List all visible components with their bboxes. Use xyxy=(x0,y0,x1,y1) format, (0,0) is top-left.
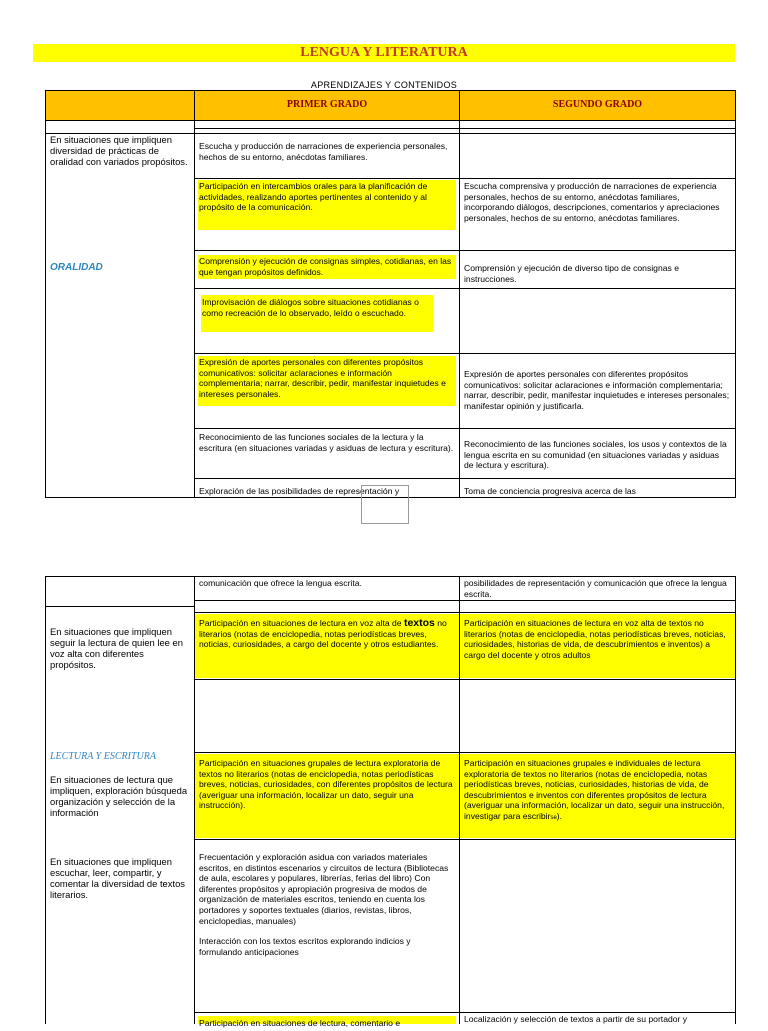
cell-p1-r5-c1: Expresión de aportes personales con diferentes propósitos comunicativos: solicitar aclaraciones e información complementaria; narrar, describir, pedir, manifestar inquietudes e intereses personales. xyxy=(199,357,446,399)
table-rule xyxy=(45,606,195,607)
cell-p1-r2-c2: Escucha comprensiva y producción de narraciones de experiencia personales, hechos de su entorno, anécdotas familiares, incorporando diálogos, descripciones, comentarios y apreciaciones personales, hechos de su entorno, anécdotas familiares. xyxy=(464,181,720,223)
cell-text-small: se xyxy=(550,814,557,821)
cell-p2-r1-c2: Participación en situaciones de lectura en voz alta de textos no literarios (notas de enciclopedia, notas periodísticas breves, noticias, curiosidades, historias de vida, de descubrimientos e inventos) a cargo del docente y otros adultos xyxy=(464,618,726,660)
document-title: LENGUA Y LITERATURA xyxy=(33,44,735,62)
cell-p1-r5-c2: Expresión de aportes personales con diferentes propósitos comunicativos: solicitar aclaraciones e información complementaria; narrar, describir, pedir, manifestar inquietudes e intereses personales; manifestar opinión y justificarla. xyxy=(464,369,730,411)
table-rule xyxy=(735,90,736,498)
table-rule xyxy=(195,288,736,289)
cell-p1-r6-c1: Reconocimiento de las funciones sociales de la lectura y la escritura (en situaciones variadas y asiduas de lectura y escritura). xyxy=(199,432,454,453)
cell-p1-r7-c1: Exploración de las posibilidades de representación y xyxy=(199,486,400,496)
table-rule xyxy=(735,576,736,1024)
oralidad-intro: En situaciones que impliquen diversidad de prácticas de oralidad con variados propósitos. xyxy=(50,134,188,167)
lectura-exploracion-text: En situaciones de lectura que impliquen, exploración búsqueda organización y selección de la información xyxy=(50,774,188,818)
table-rule xyxy=(195,428,736,429)
table-rule xyxy=(45,120,736,121)
cell-text-emphasis: textos xyxy=(403,617,435,629)
table-rule xyxy=(195,839,736,840)
page-break-box xyxy=(361,485,409,524)
table-rule xyxy=(195,679,736,680)
table-rule xyxy=(195,250,736,251)
section-lectura-escritura: LECTURA Y ESCRITURA xyxy=(50,751,156,762)
cell-p1-r4-c1: Improvisación de diálogos sobre situaciones cotidianas o como recreación de lo observado, leído o escuchado. xyxy=(202,297,419,318)
cell-p2-r3-c2 xyxy=(460,756,735,826)
table-rule xyxy=(45,90,736,91)
cell-paragraph: Interacción con los textos escritos explorando indicios y formulando anticipaciones xyxy=(199,936,411,957)
document-subtitle: APRENDIZAJES Y CONTENIDOS xyxy=(310,80,458,90)
cell-p1-r3-c2: Comprensión y ejecución de diverso tipo de consignas e instrucciones. xyxy=(464,263,679,284)
table-rule xyxy=(195,612,736,613)
cell-p1-r2-c1: Participación en intercambios orales para la planificación de actividades, realizando aportes pertinentes al contenido y al propósito de la comunicación. xyxy=(199,181,428,213)
cell-text: Participación en situaciones grupales e individuales de lectura exploratoria de textos no literarios (notas de enciclopedia, notas periodísticas breves, noticias, curiosidades, historias de vida, de descubrimientos e inventos con diferentes propósitos de lectura (averiguar una información, localizar un dato, seguir una instrucción, investigar para escribir xyxy=(464,758,725,821)
table-rule xyxy=(195,128,736,129)
cell-p2-r1-c1 xyxy=(195,616,459,652)
cell-text: no literarios (notas de enciclopedia, notas periodísticas breves, noticias, curiosidades, a cargo del docente y otros estudiantes. xyxy=(199,618,447,650)
cell-p2-r4-c1 xyxy=(195,850,459,959)
cell-p2-r3-c1: Participación en situaciones grupales de lectura exploratoria de textos no literarios (notas de enciclopedia, notas periodísticas breves, noticias, curiosidades, con diferentes propósitos de lectura (averiguar una información, localizar un dato, seguir una instrucción). xyxy=(199,758,453,811)
table-rule xyxy=(195,478,736,479)
cell-p1-r7-c2: Toma de conciencia progresiva acerca de las xyxy=(464,486,636,496)
cell-paragraph: Frecuentación y exploración asidua con variados materiales escritos, en distintos escenarios y circuitos de lectura (Bibliotecas de aula, escolares y populares, librerías, ferias del libro) Con diferentes propósitos y apropiación progresiva de modos de organización de materiales escritos, teniendo en cuenta los portadores y soportes textuales (diarios, revistas, libros, enciclopedias, manuales) xyxy=(199,852,449,926)
cell-p1-r6-c2: Reconocimiento de las funciones sociales, los usos y contextos de la lengua escrita en su comunidad (en situaciones variadas y asiduas de lectura y escritura). xyxy=(464,439,727,471)
cell-p2-r5-c1: Participación en situaciones de lectura, comentario e xyxy=(199,1018,401,1028)
table-rule xyxy=(195,353,736,354)
section-oralidad: ORALIDAD xyxy=(50,262,103,273)
paragraph-gap xyxy=(199,926,455,936)
cell-text: ). xyxy=(556,810,563,821)
header-segundo-grado: SEGUNDO GRADO xyxy=(552,99,643,110)
cell-p2-r0-c1: comunicación que ofrece la lengua escrita. xyxy=(199,578,362,588)
cell-p2-r5-c2: Localización y selección de textos a partir de su portador y xyxy=(464,1014,688,1024)
lectura-intro: En situaciones que impliquen seguir la lectura de quien lee en voz alta con diferentes propósitos. xyxy=(50,626,183,670)
cell-p2-r0-c2: posibilidades de representación y comunicación que ofrece la lengua escrita. xyxy=(464,578,727,599)
header-primer-grado: PRIMER GRADO xyxy=(286,99,368,110)
cell-p1-r1-c1: Escucha y producción de narraciones de experiencia personales, hechos de su entorno, anécdotas familiares. xyxy=(199,141,448,162)
cell-p1-r3-c1: Comprensión y ejecución de consignas simples, cotidianas, en las que tengan propósitos definidos. xyxy=(199,256,452,277)
cell-text: Participación en situaciones de lectura en voz alta de xyxy=(199,618,404,628)
literarios-text: En situaciones que impliquen escuchar, leer, compartir, y comentar la diversidad de textos literarios. xyxy=(50,856,185,900)
table-rule xyxy=(195,752,736,753)
